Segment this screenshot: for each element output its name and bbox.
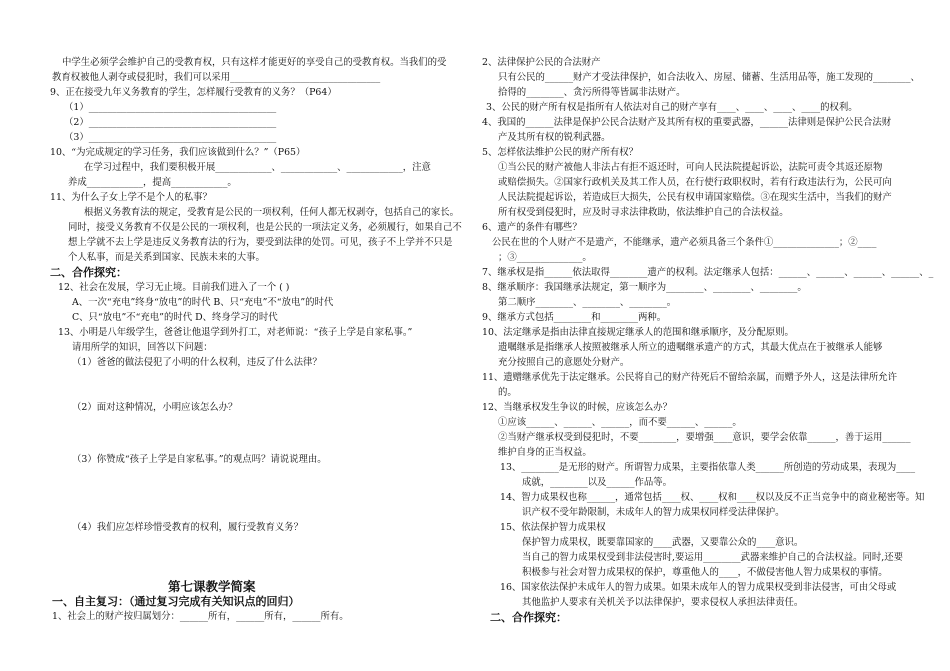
right-text-line: ①应该______、______、______，而不要______、______。 (498, 417, 742, 428)
right-text-line: 6、遗产的条件有哪些？ (482, 222, 582, 233)
right-text-line: 4、我国的______法律是保护公民合法财产及其所有权的重要武器，______法律则是保护公民合法财 (482, 117, 892, 128)
right-text-line: 所有权受到侵犯时，应及时寻求法律救助，依法维护自己的合法权益。 (498, 207, 789, 218)
left-text-line: 请用所学的知识，回答以下问题： (72, 342, 213, 353)
right-text-line: 的。 (498, 387, 517, 398)
left-text-line: 9、正在接受九年义务教育的学生，怎样履行受教育的义务？（P64） (50, 87, 337, 98)
left-text-line: 13、小明是八年级学生，爸爸让他退学到外打工，对老师说：“孩子上学是自家私事。” (58, 327, 413, 338)
right-text-line: ②当财产继承权受到侵犯时，不要________，要增强____意识，要学会依靠______，善于运用______ (498, 432, 911, 443)
left-text-line: 一、自主复习：（通过复习完成有关知识点的回归） (52, 595, 300, 608)
right-text-line: 当自己的智力成果权受到非法侵害时,要运用________武器来维护自己的合法权益。同时,还要 (522, 552, 903, 563)
right-text-line: 识产权不受年龄限制，未成年人的智力成果权同样受法律保护。 (522, 507, 785, 518)
right-text-line: 积极参与社会对智力成果权的保护，尊重他人的____，不做侵害他人智力成果权的事情。 (522, 567, 888, 578)
left-text-line: 个人私事，而是关系到国家、民族未来的大事。 (68, 252, 265, 263)
left-text-line: 二、合作探究： (50, 266, 127, 279)
left-text-line: 根据义务教育法的规定，受教育是公民的一项权利，任何人都无权剥夺，包括自己的家长。 (84, 207, 460, 218)
left-text-line: 教育权被他人剥夺或侵犯时，我们可以采用________________________________ (52, 72, 381, 83)
right-text-line: 充分按照自己的意愿处分财产。 (498, 357, 630, 368)
right-text-line: 成就，________以及______作品等。 (522, 477, 673, 488)
right-text-line: 7、继承权是指______依法取得________遗产的权利。法定继承人包括：______、______、______、______、_ (482, 267, 934, 278)
right-text-line: 16、国家依法保护未成年人的智力成果。如果未成年人的智力成果权受到非法侵害，可由父母或 (500, 582, 897, 593)
right-text-line: ；③______________。 (498, 252, 592, 263)
right-text-line: 人民法院提起诉讼，若造成巨大损失，公民有权申请国家赔偿。③在现实生活中，当我们的财产 (498, 192, 892, 203)
left-text-line: （4）我们应怎样珍惜受教育的权利，履行受教育义务？ (72, 522, 303, 533)
left-text-line: A、一次“充电”终身“放电”的时代 B、只“充电”不“放电”的时代 (72, 297, 334, 308)
right-text-line: 8、继承顺序：我国继承法规定，第一顺序为________、________、________。 (482, 282, 807, 293)
right-text-line: 遗嘱继承是指继承人按照被继承人所立的遗嘱继承遗产的方式，其最大优点在于被继承人能够 (498, 342, 883, 353)
right-text-line: 11、遗赠继承优先于法定继承。公民将自己的财产待死后不留给亲属，而赠予外人，这是法律所允许 (482, 372, 898, 383)
right-text-line: 9、继承方式包括________和________两种。 (482, 312, 667, 323)
left-text-line: （1）________________________________________ (64, 102, 277, 113)
left-text-line: 同时，接受义务教育不仅是公民的一项权利，也是公民的一项法定义务，必须履行，如果自己不 (68, 222, 462, 233)
right-text-line: 或赔偿损失。②国家行政机关及其工作人员，在行使行政职权时，若有行政违法行为，公民可向 (498, 177, 892, 188)
right-text-line: 其他监护人要求有关机关予以法律保护，要求侵权人承担法律责任。 (522, 597, 804, 608)
right-text-line: 只有公民的______财产才受法律保护，如合法收入、房屋、储蓄、生活用品等，施工发现的________、 (498, 72, 920, 83)
right-text-line: 产及其所有权的锐利武器。 (498, 132, 611, 143)
left-text-line: 养成____________，提高____________。 (68, 177, 237, 188)
left-text-line: 1、社会上的财产按归属划分：______所有，______所有，______所有。 (52, 611, 349, 622)
left-text-line: （3）你赞成“孩子上学是自家私事。”的观点吗？请说说理由。 (72, 454, 327, 465)
left-text-line: （2）面对这种情况，小明应该怎么办？ (72, 402, 238, 413)
left-text-line: 12、社会在发展，学习无止境。目前我们进入了一个 ( ) (58, 282, 290, 293)
left-text-line: （2）________________________________________ (64, 117, 277, 128)
right-text-line: 12、当继承权发生争议的时候，应该怎么办？ (482, 402, 673, 413)
left-text-line: 10、“为完成规定的学习任务，我们应该做到什么？”（P65） (50, 147, 306, 158)
left-text-line: （3）________________________________________ (64, 132, 277, 143)
right-text-line: 二、合作探究： (490, 611, 567, 624)
right-text-line: 拾得的________、贪污所得等皆属非法财产。 (498, 87, 686, 98)
right-text-line: 14、智力成果权也称______，通常包括____权、____权和____权以及反不正当竞争中的商业秘密等。知 (500, 492, 925, 503)
left-text-line: 想上学就不去上学是违反义务教育法的行为，要受到法律的处罚。可见，孩子不上学并不只是 (68, 237, 453, 248)
left-text-line: 11、为什么子女上学不是个人的私事？ (50, 192, 212, 203)
right-text-line: 13、________是无形的财产。所谓智力成果，主要指依靠人类______所创造的劳动成果，表现为____ (500, 462, 916, 473)
right-text-line: 3、公民的财产所有权是指所有人依法对自己的财产享有____、____、____、____的权利。 (486, 102, 858, 113)
right-text-line: ①当公民的财产被他人非法占有拒不返还时，可向人民法院提起诉讼，法院可责令其返还原物 (498, 162, 883, 173)
right-text-line: 5、怎样依法维护公民的财产所有权？ (482, 147, 638, 158)
right-text-line: 维护自身的正当权益。 (498, 447, 592, 458)
right-text-line: 公民在世的个人财产不是遗产，不能继承，遗产必须具备三个条件①______________；②____ (492, 237, 877, 248)
left-text-line: 第七课教学简案 (168, 579, 256, 594)
left-text-line: （1）爸爸的做法侵犯了小明的什么权利，违反了什么法律？ (72, 357, 322, 368)
right-text-line: 15、依法保护智力成果权 (500, 522, 606, 533)
right-text-line: 保护智力成果权，既要靠国家的____武器，又要靠公众的____意识。 (522, 537, 804, 548)
left-text-line: 在学习过程中，我们要积极开展____________、____________、____________，注意 (84, 162, 431, 173)
right-text-line: 2、法律保护公民的合法财产 (482, 57, 601, 68)
left-text-line: 中学生必须学会维护自己的受教育权，只有这样才能更好的享受自己的受教育权。当我们的受 (62, 57, 447, 68)
right-text-line: 第二顺序________、________、________。 (498, 297, 677, 308)
left-text-line: C、只“放电”不“充电”的时代 D、终身学习的时代 (72, 312, 278, 323)
right-text-line: 10、法定继承是指由法律直接规定继承人的范围和继承顺序，及分配原则。 (482, 327, 794, 338)
